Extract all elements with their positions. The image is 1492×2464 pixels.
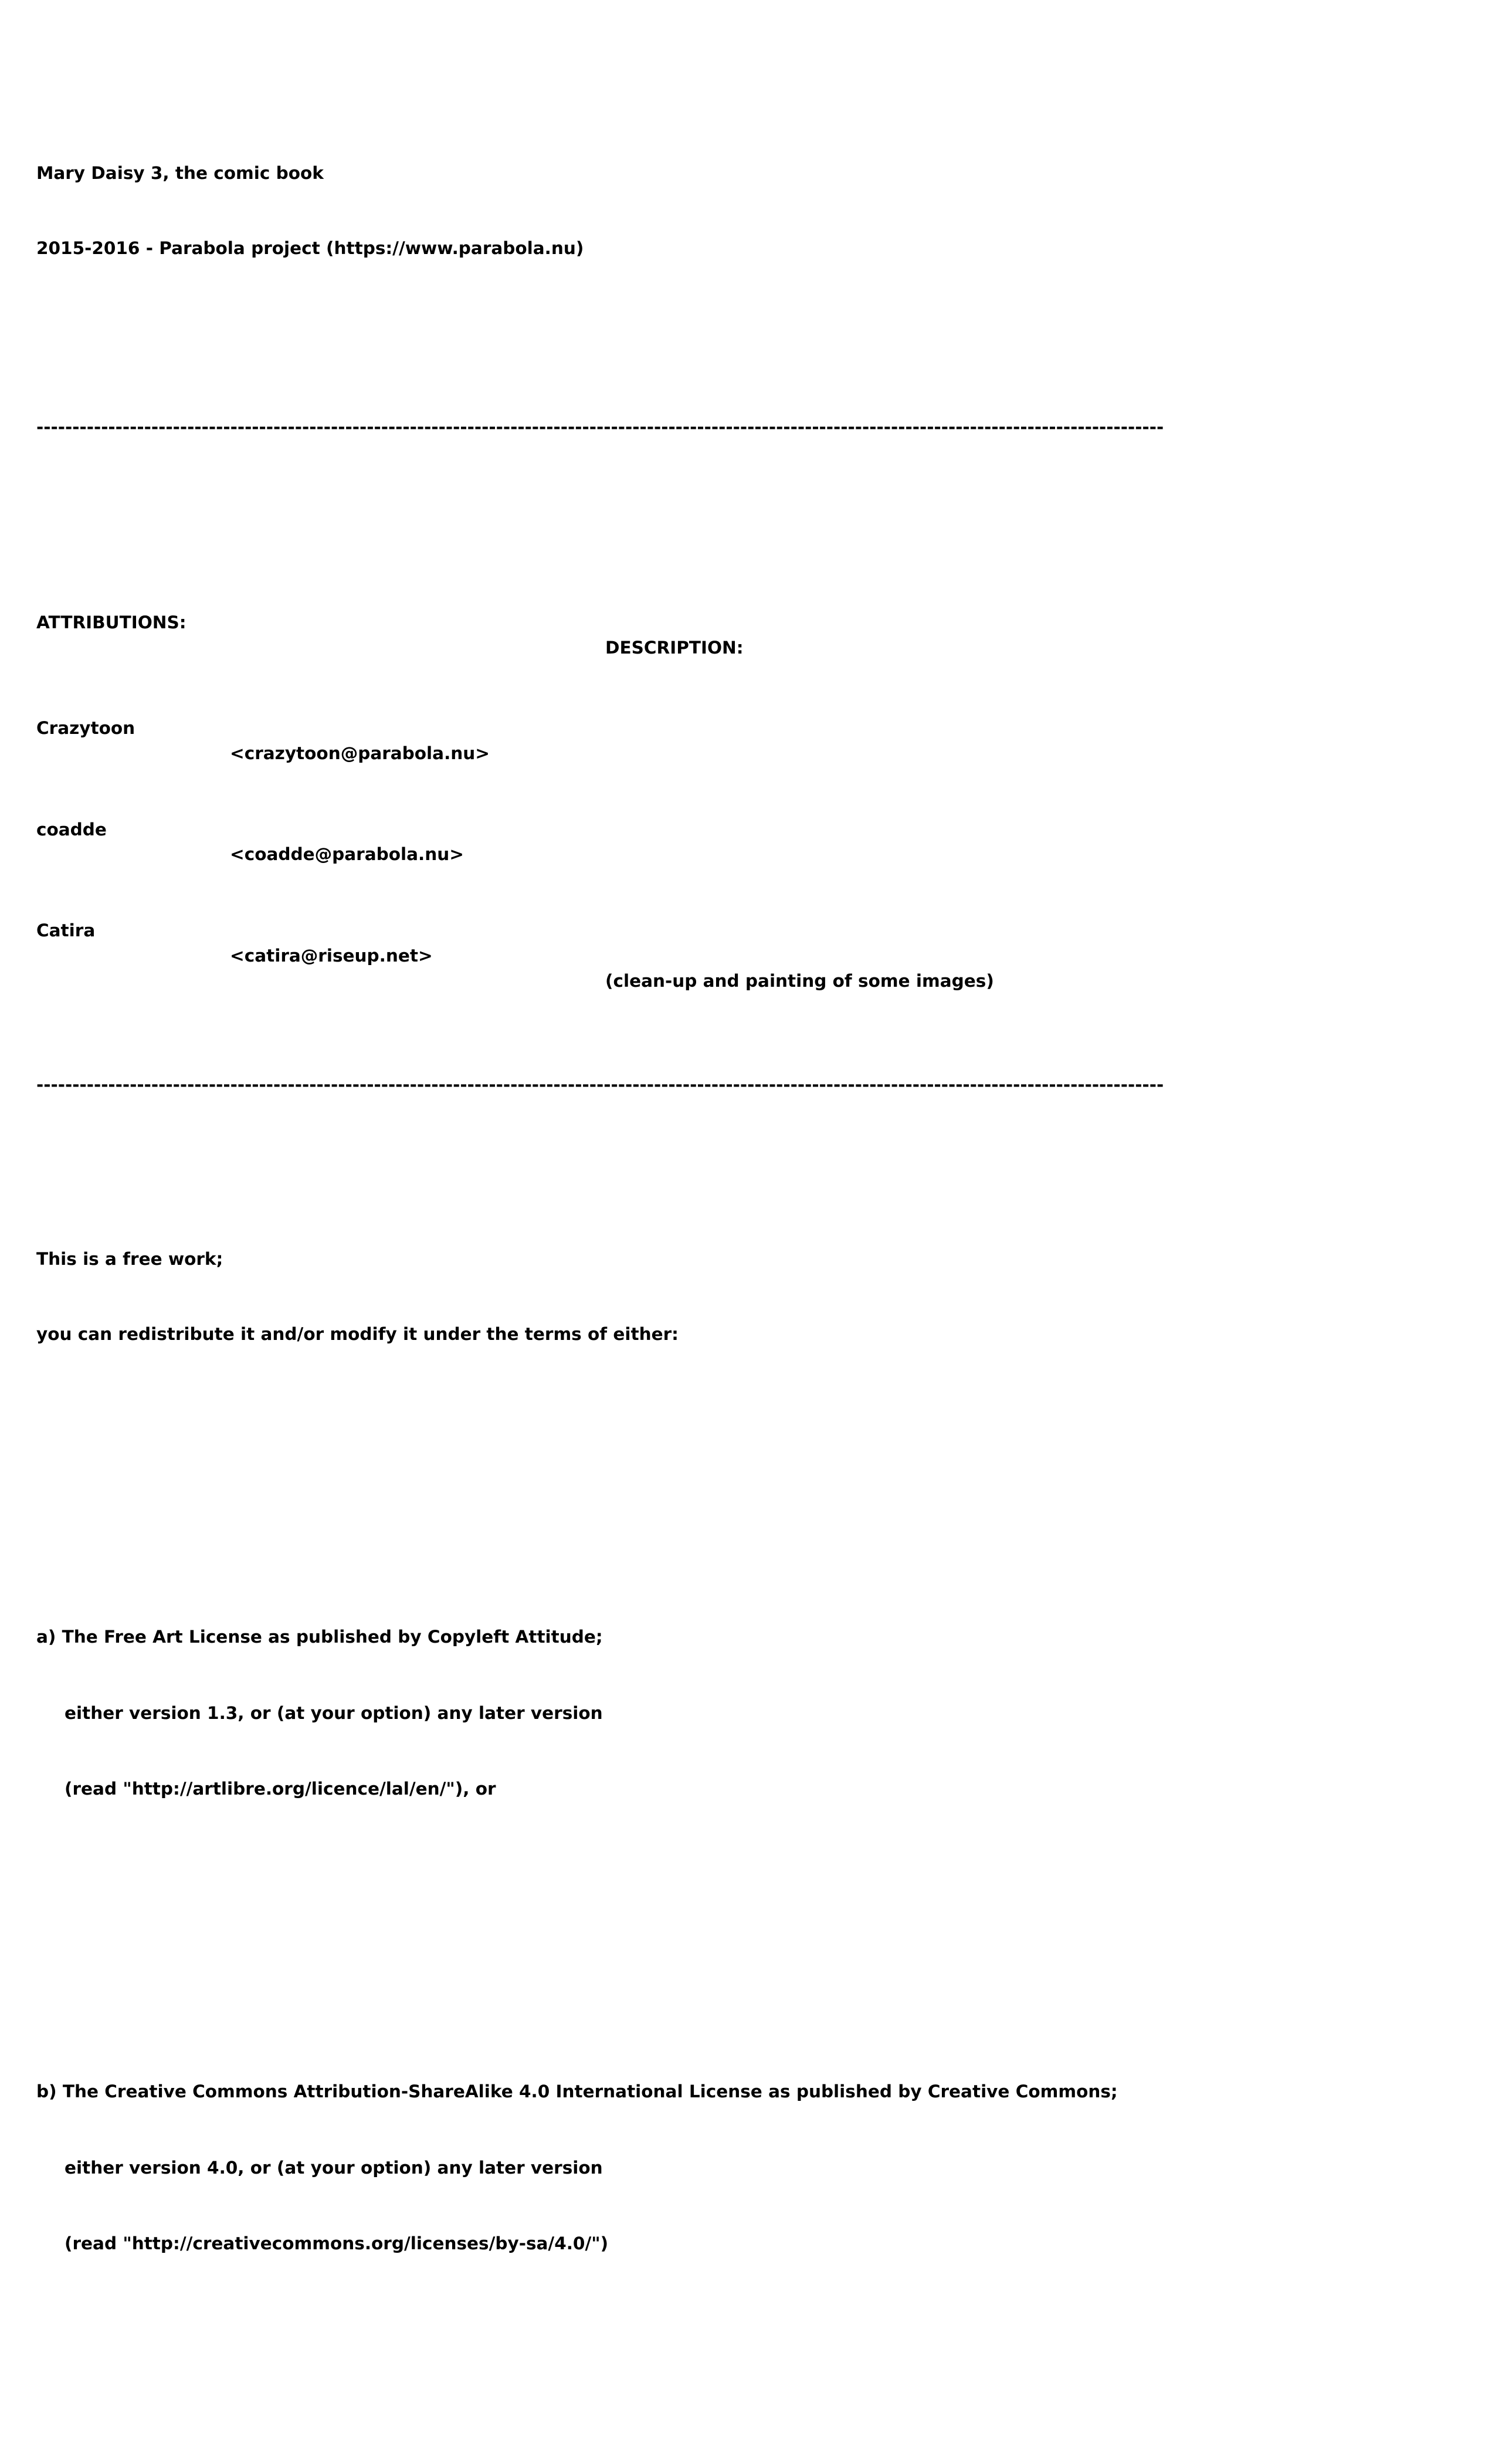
license-b-line-3: (read "http://creativecommons.org/licenses/by-sa/4.0/") [65, 2233, 609, 2254]
section-headings-row [36, 585, 1456, 658]
license-option-b [36, 2029, 1456, 2307]
attribution-email: <coadde@parabola.nu> [230, 844, 464, 865]
attribution-email: <catira@riseup.net> [230, 945, 433, 966]
attribution-email: <crazytoon@parabola.nu> [230, 743, 490, 764]
spacer [36, 1928, 1456, 1954]
description-heading: DESCRIPTION: [605, 637, 744, 658]
attribution-row [36, 893, 1456, 991]
license-b-line-1: b) The Creative Commons Attribution-ShareAlike 4.0 International License as published by Creative Commons; [36, 2081, 1118, 2102]
attribution-name: Catira [36, 920, 96, 940]
attribution-row [36, 792, 1456, 865]
document-body [36, 35, 1456, 2382]
license-intro-line-2: you can redistribute it and/or modify it under the terms of either: [36, 1324, 679, 1344]
document-title-line-2: 2015-2016 - Parabola project (https://www.parabola.nu) [36, 238, 584, 259]
spacer [36, 1473, 1456, 1500]
attribution-name: Crazytoon [36, 718, 135, 739]
license-intro-line-1: This is a free work; [36, 1248, 223, 1269]
license-a-line-3: (read "http://artlibre.org/licence/lal/en/"), or [65, 1779, 496, 1799]
attribution-description: (clean-up and painting of some images) [605, 970, 994, 991]
license-intro-block [36, 1196, 1456, 1397]
license-a-line-1: a) The Free Art License as published by Copyleft Attitude; [36, 1627, 603, 1647]
license-a-line-2: either version 1.3, or (at your option) any later version [65, 1703, 603, 1723]
attributions-heading: ATTRIBUTIONS: [36, 612, 186, 633]
license-b-line-2: either version 4.0, or (at your option) any later version [65, 2157, 603, 2178]
license-option-a [36, 1575, 1456, 1853]
document-title-line-1: Mary Daisy 3, the comic book [36, 163, 324, 183]
horizontal-divider-bottom: ------------------------------------------------------------------------------------------------------------------------------------------------------------- [36, 1075, 1164, 1095]
title-block [36, 110, 1456, 311]
horizontal-divider-top: ------------------------------------------------------------------------------------------------------------------------------------------------------------- [36, 417, 1164, 437]
attribution-name: coadde [36, 819, 107, 840]
attributions-section [36, 535, 1456, 991]
attribution-row [36, 691, 1456, 764]
